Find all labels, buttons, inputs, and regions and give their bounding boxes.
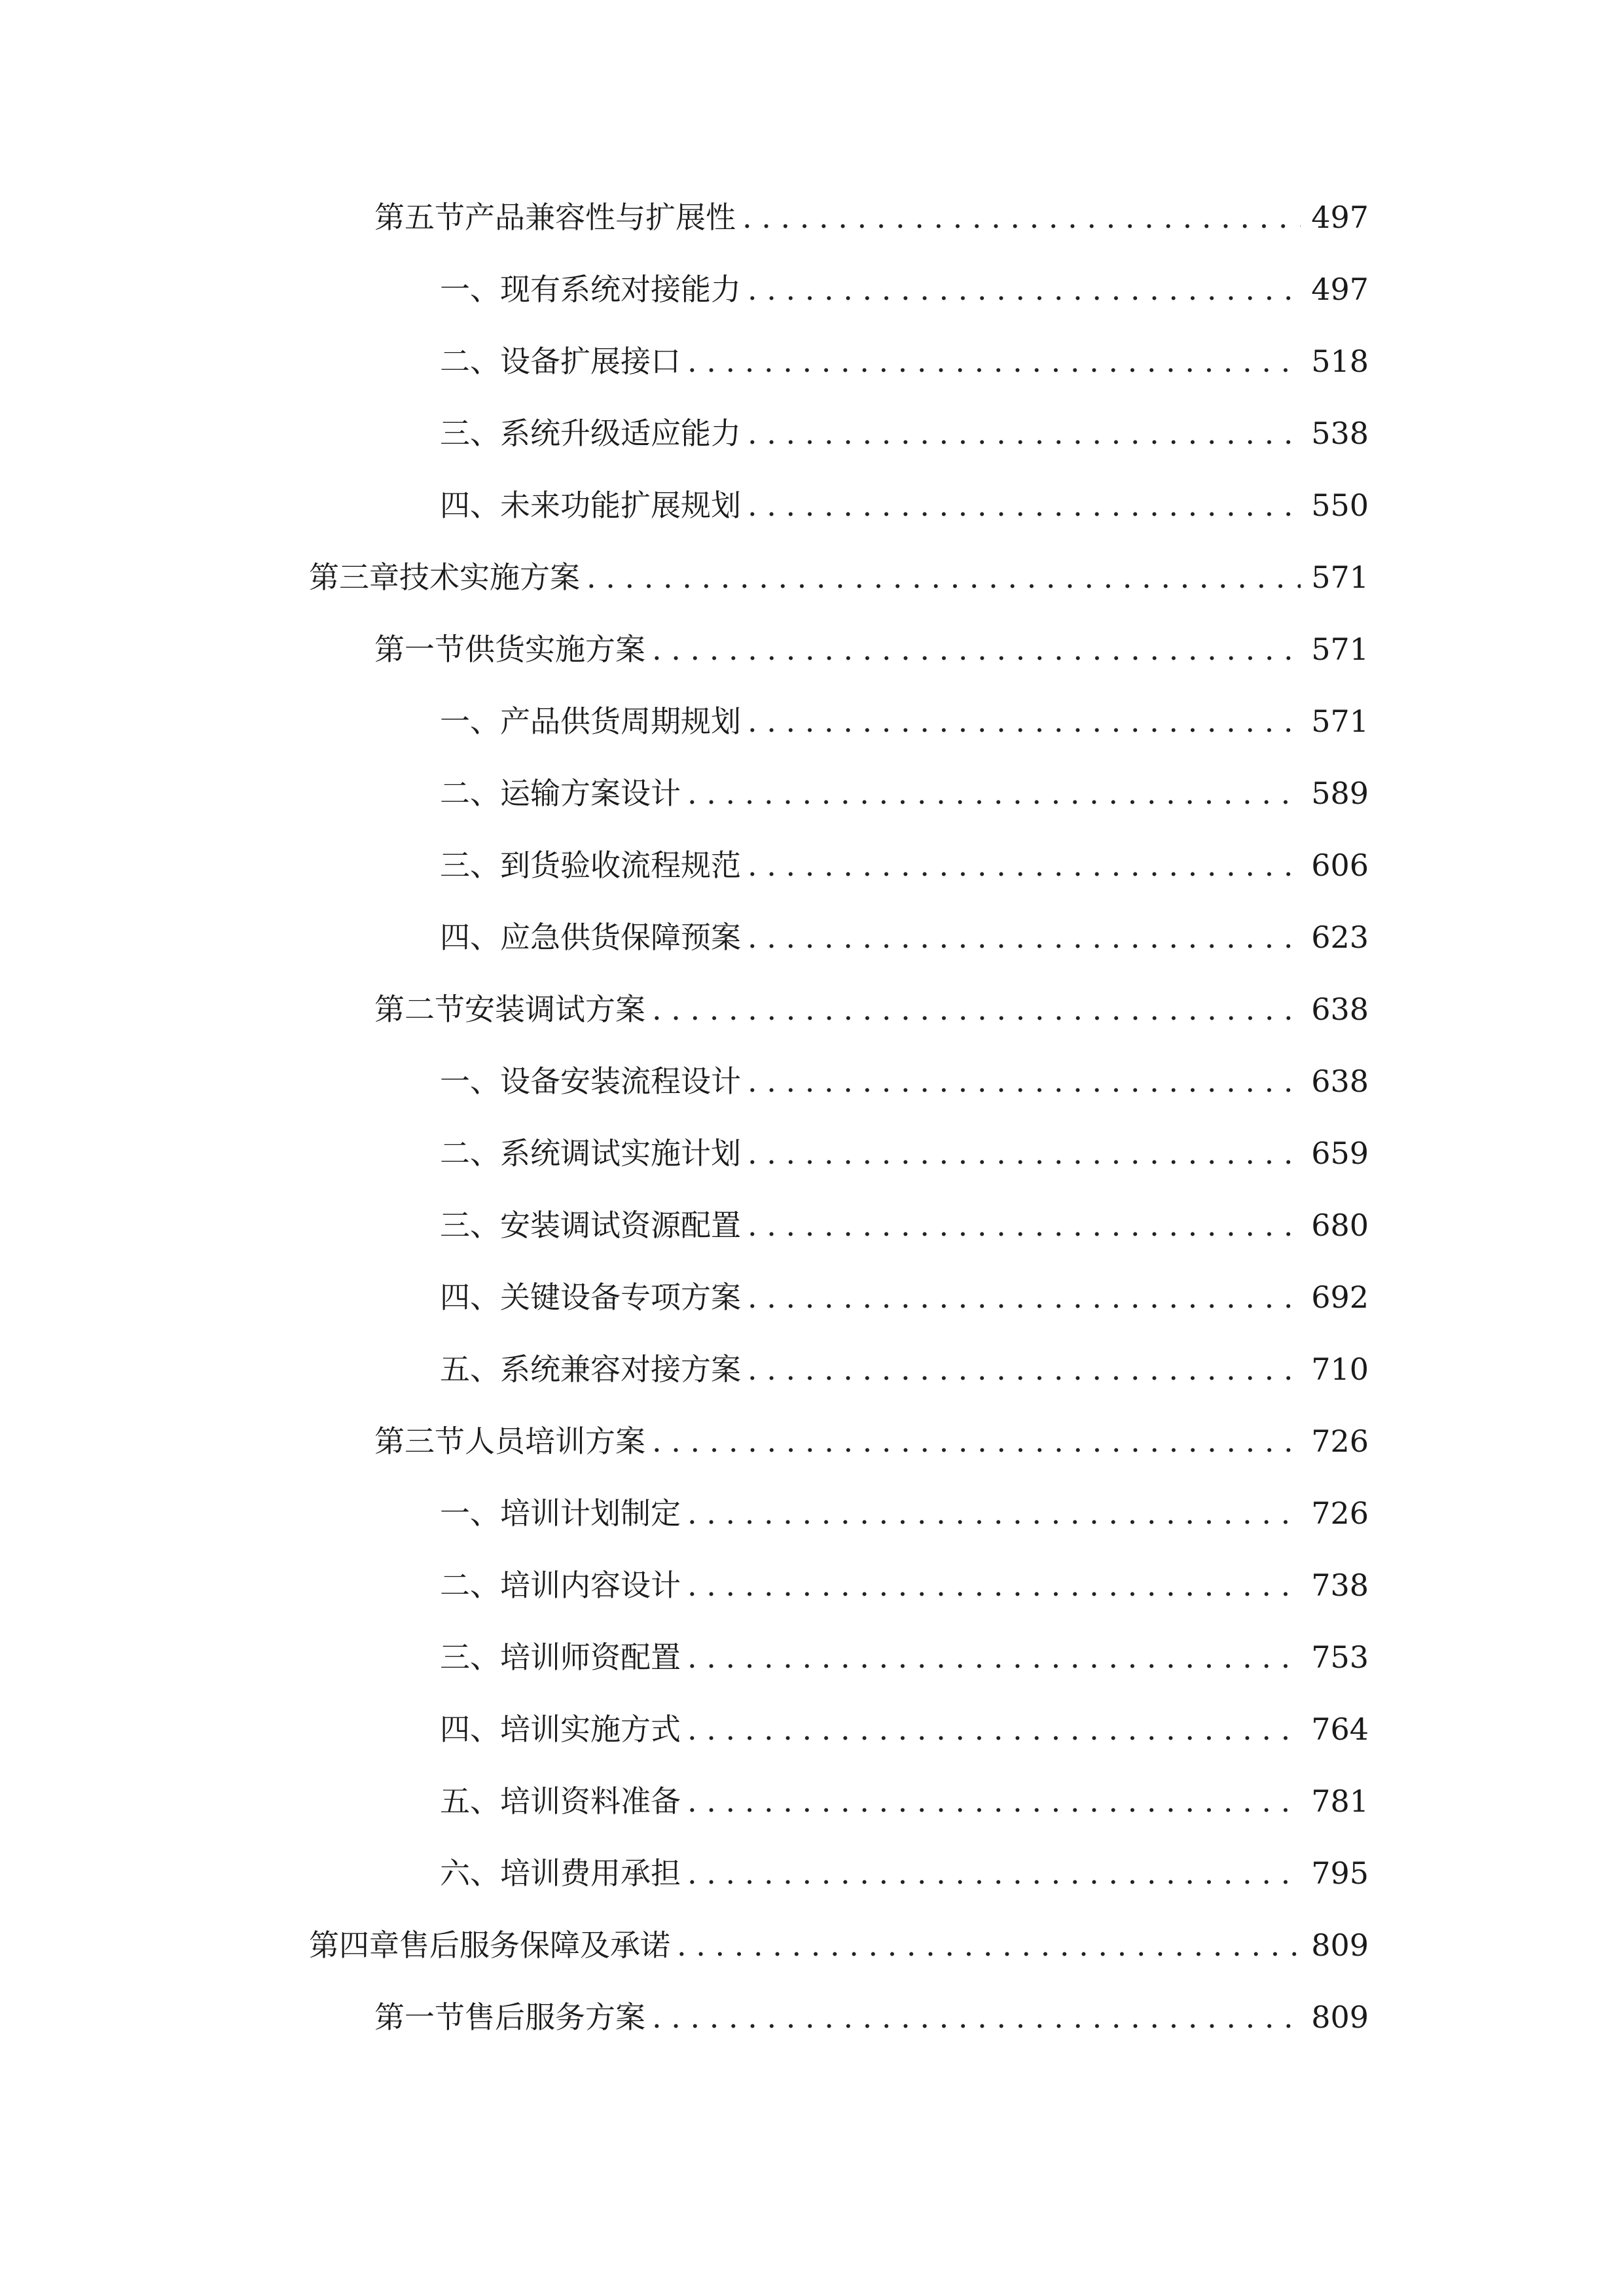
toc-title: 培训费用承担 (500, 1856, 681, 1891)
dot-leader (748, 839, 1301, 891)
toc-page-number: 692 (1311, 1280, 1369, 1315)
toc-number: 五、 (440, 1784, 500, 1819)
toc-page-number: 809 (1311, 2000, 1369, 2035)
dot-leader (652, 1991, 1301, 2043)
toc-entry[interactable] (440, 1055, 1369, 1107)
dot-leader (748, 911, 1301, 963)
toc-title: 关键设备专项方案 (500, 1280, 741, 1315)
dot-leader (748, 1343, 1301, 1395)
toc-title: 售后服务方案 (465, 2000, 645, 2035)
toc-page-number: 795 (1311, 1856, 1369, 1891)
toc-entry[interactable] (440, 407, 1369, 459)
dot-leader (677, 1919, 1301, 1971)
dot-leader (748, 1199, 1301, 1251)
toc-entry[interactable] (440, 479, 1369, 531)
toc-page-number: 726 (1311, 1424, 1369, 1459)
toc-title: 应急供货保障预案 (500, 920, 741, 955)
toc-title: 供货实施方案 (465, 632, 645, 667)
toc-title: 人员培训方案 (465, 1424, 645, 1459)
dot-leader (652, 983, 1301, 1035)
toc-title: 系统升级适应能力 (500, 416, 741, 451)
toc-number: 六、 (440, 1856, 500, 1891)
toc-entry[interactable] (440, 911, 1369, 963)
toc-entry[interactable] (440, 1631, 1369, 1683)
toc-title: 培训资料准备 (500, 1784, 681, 1819)
dot-leader (652, 623, 1301, 675)
toc-number: 第三章 (309, 560, 399, 595)
dot-leader (748, 479, 1301, 531)
toc-page-number: 781 (1311, 1784, 1369, 1819)
toc-entry[interactable] (440, 1271, 1369, 1323)
toc-number: 第一节 (374, 2000, 465, 2035)
toc-title: 售后服务保障及承诺 (399, 1928, 670, 1963)
dot-leader (748, 407, 1301, 459)
toc-entry[interactable] (440, 695, 1369, 747)
toc-number: 五、 (440, 1352, 500, 1387)
toc-title: 培训实施方式 (500, 1712, 681, 1747)
toc-title: 到货验收流程规范 (500, 848, 741, 883)
toc-title: 产品供货周期规划 (500, 704, 741, 739)
toc-entry[interactable] (440, 1775, 1369, 1827)
toc-number: 三、 (440, 416, 500, 451)
toc-page-number: 571 (1311, 632, 1369, 667)
toc-page-number: 726 (1311, 1496, 1369, 1531)
toc-entry[interactable] (440, 335, 1369, 387)
toc-title: 安装调试方案 (465, 992, 645, 1027)
toc-entry[interactable] (440, 263, 1369, 315)
toc-number: 第三节 (374, 1424, 465, 1459)
toc-entry[interactable] (309, 551, 1369, 603)
toc-entry[interactable] (374, 983, 1369, 1035)
toc-title: 运输方案设计 (500, 776, 681, 811)
toc-title: 设备扩展接口 (500, 344, 681, 379)
toc-entry[interactable] (440, 839, 1369, 891)
toc-number: 一、 (440, 1064, 500, 1099)
toc-page-number: 659 (1311, 1136, 1369, 1171)
toc-page-number: 680 (1311, 1208, 1369, 1243)
toc-number: 三、 (440, 1640, 500, 1675)
toc-number: 二、 (440, 776, 500, 811)
toc-page-number: 710 (1311, 1352, 1369, 1387)
dot-leader (687, 767, 1301, 819)
toc-page-number: 606 (1311, 848, 1369, 883)
toc-entry[interactable] (440, 767, 1369, 819)
dot-leader (687, 1703, 1301, 1755)
toc-title: 培训师资配置 (500, 1640, 681, 1675)
toc-page-number: 809 (1311, 1928, 1369, 1963)
toc-page-number: 571 (1311, 704, 1369, 739)
toc-page-number: 638 (1311, 992, 1369, 1027)
toc-number: 二、 (440, 344, 500, 379)
dot-leader (748, 1271, 1301, 1323)
toc-page-number: 764 (1311, 1712, 1369, 1747)
dot-leader (687, 1487, 1301, 1539)
toc-entry[interactable] (374, 191, 1369, 243)
dot-leader (742, 191, 1301, 243)
dot-leader (687, 1775, 1301, 1827)
toc-title: 培训计划制定 (500, 1496, 681, 1531)
toc-number: 四、 (440, 1712, 500, 1747)
dot-leader (687, 335, 1301, 387)
toc-entry[interactable] (374, 1991, 1369, 2043)
toc-title: 系统调试实施计划 (500, 1136, 741, 1171)
toc-number: 第四章 (309, 1928, 399, 1963)
toc-number: 三、 (440, 1208, 500, 1243)
toc-number: 第五节 (374, 200, 465, 235)
dot-leader (687, 1631, 1301, 1683)
toc-page-number: 538 (1311, 416, 1369, 451)
toc-page-number: 497 (1311, 272, 1369, 307)
toc-page-number: 623 (1311, 920, 1369, 955)
dot-leader (687, 1559, 1301, 1611)
toc-number: 四、 (440, 488, 500, 523)
toc-number: 二、 (440, 1568, 500, 1603)
toc-entry[interactable] (440, 1559, 1369, 1611)
toc-title: 技术实施方案 (399, 560, 580, 595)
toc-page-number: 571 (1311, 560, 1369, 595)
toc-number: 一、 (440, 272, 500, 307)
toc-title: 安装调试资源配置 (500, 1208, 741, 1243)
toc-entry[interactable] (309, 1919, 1369, 1971)
toc-entry[interactable] (440, 1343, 1369, 1395)
toc-title: 现有系统对接能力 (500, 272, 741, 307)
dot-leader (748, 1055, 1301, 1107)
toc-title: 系统兼容对接方案 (500, 1352, 741, 1387)
toc-number: 一、 (440, 704, 500, 739)
dot-leader (748, 263, 1301, 315)
toc-page-number: 589 (1311, 776, 1369, 811)
toc-page-number: 638 (1311, 1064, 1369, 1099)
toc-title: 产品兼容性与扩展性 (465, 200, 736, 235)
dot-leader (748, 695, 1301, 747)
dot-leader (586, 551, 1301, 603)
toc-number: 四、 (440, 1280, 500, 1315)
toc-number: 三、 (440, 848, 500, 883)
toc-page-number: 738 (1311, 1568, 1369, 1603)
dot-leader (652, 1415, 1301, 1467)
toc-entry[interactable] (440, 1847, 1369, 1899)
toc-entry[interactable] (374, 1415, 1369, 1467)
toc-entry[interactable] (440, 1127, 1369, 1179)
toc-page-number: 497 (1311, 200, 1369, 235)
toc-page-number: 518 (1311, 344, 1369, 379)
toc-entry[interactable] (440, 1703, 1369, 1755)
toc-number: 第二节 (374, 992, 465, 1027)
toc-number: 二、 (440, 1136, 500, 1171)
toc-entry[interactable] (440, 1487, 1369, 1539)
dot-leader (687, 1847, 1301, 1899)
toc-title: 培训内容设计 (500, 1568, 681, 1603)
toc-number: 一、 (440, 1496, 500, 1531)
toc-number: 第一节 (374, 632, 465, 667)
toc-title: 未来功能扩展规划 (500, 488, 741, 523)
toc-entry[interactable] (374, 623, 1369, 675)
toc-page-number: 753 (1311, 1640, 1369, 1675)
toc-title: 设备安装流程设计 (500, 1064, 741, 1099)
toc-number: 四、 (440, 920, 500, 955)
toc-entry[interactable] (440, 1199, 1369, 1251)
toc-page-number: 550 (1311, 488, 1369, 523)
dot-leader (748, 1127, 1301, 1179)
